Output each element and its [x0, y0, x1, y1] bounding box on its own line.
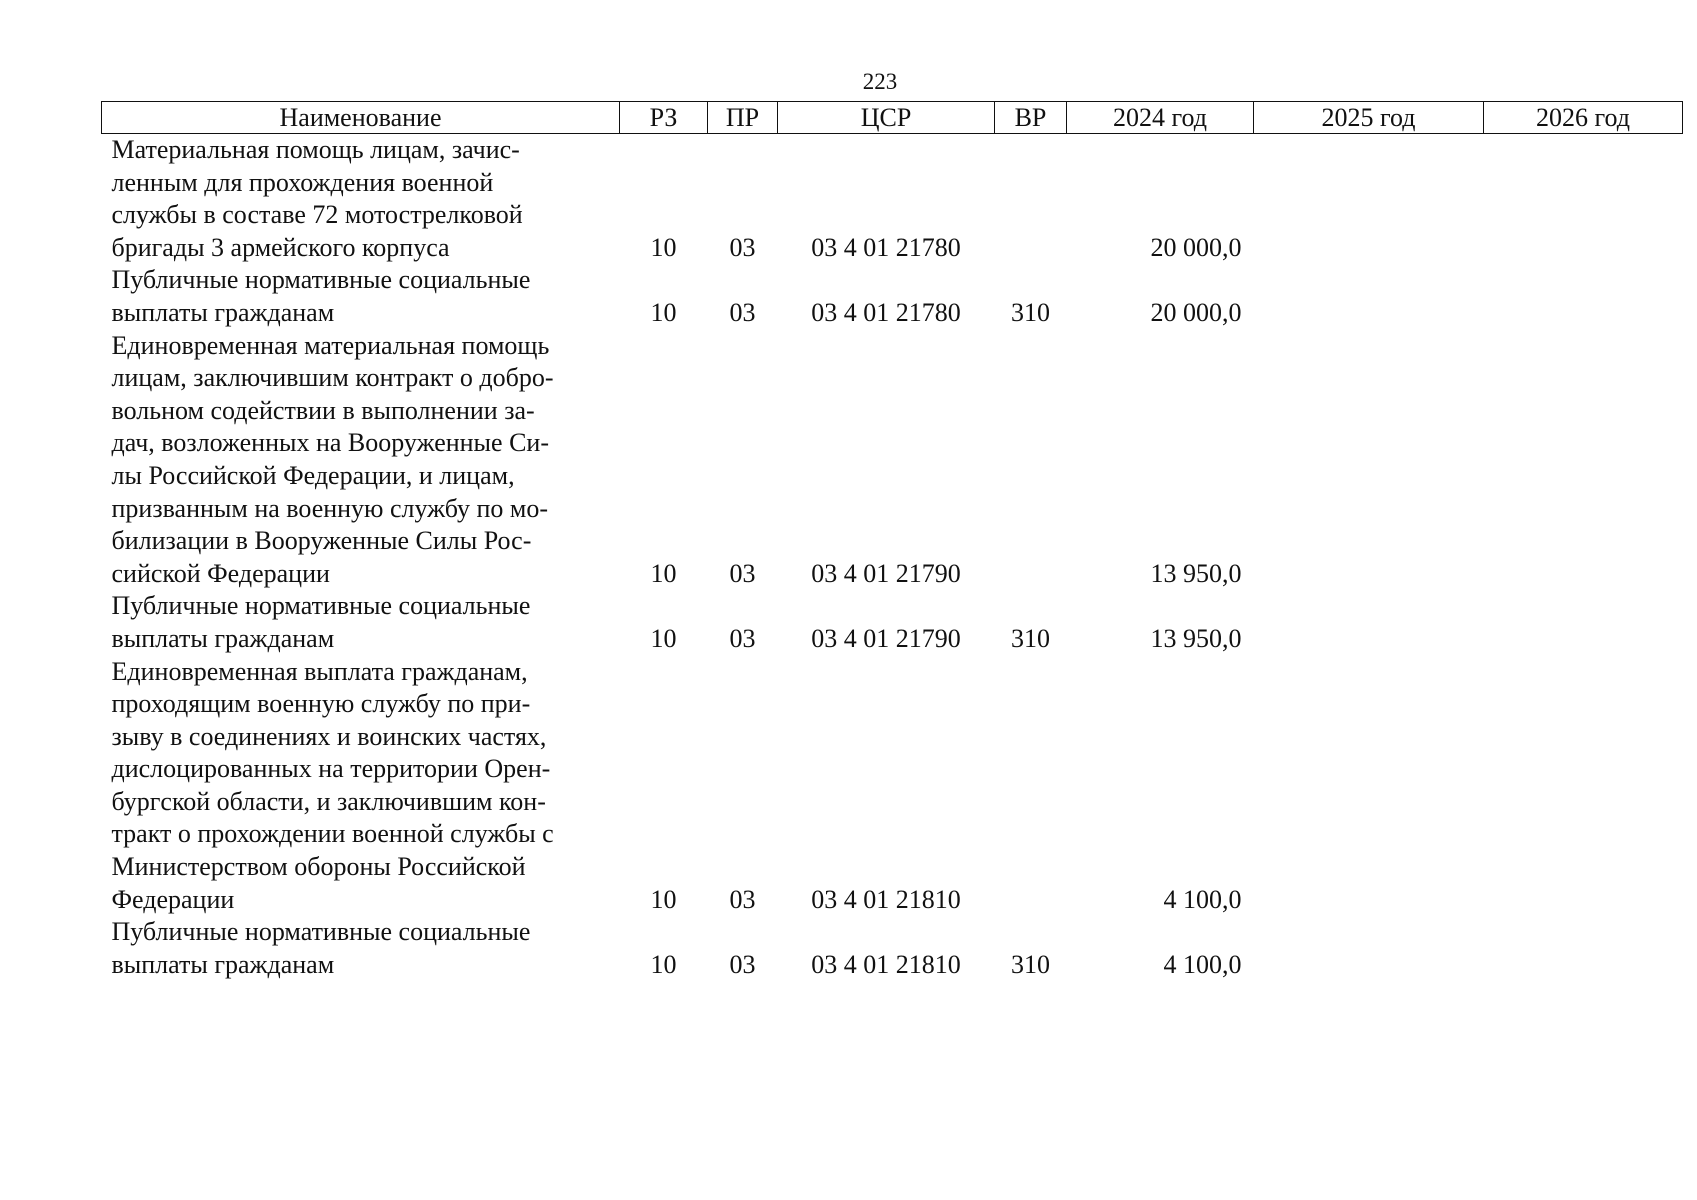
cell-vr: 310	[1011, 297, 1050, 327]
name-line: Министерством обороны Российской	[111, 852, 526, 882]
cell-pr: 03	[729, 558, 756, 588]
table-row	[102, 590, 1683, 655]
header-2024: 2024 год	[1067, 102, 1254, 134]
header-pr: ПР	[708, 102, 778, 134]
name-line: зыву в соединениях и воинских частях,	[111, 721, 547, 751]
cell-name	[102, 330, 620, 591]
table-row	[102, 264, 1683, 329]
name-line: дислоцированных на территории Орен-	[111, 754, 551, 784]
cell-vr	[995, 134, 1067, 265]
header-csr: ЦСР	[778, 102, 995, 134]
cell-csr: 03 4 01 21810	[811, 949, 961, 979]
cell-name	[102, 916, 620, 981]
cell-2025	[1254, 590, 1484, 655]
table-body	[102, 134, 1683, 982]
name-line: сийской Федерации	[111, 558, 330, 588]
cell-pr: 03	[729, 949, 756, 979]
name-line: службы в составе 72 мотострелковой	[111, 200, 523, 230]
name-line: лы Российской Федерации, и лицам,	[111, 460, 515, 490]
table-row	[102, 330, 1683, 591]
header-2026: 2026 год	[1484, 102, 1683, 134]
cell-2024: 4 100,0	[1163, 949, 1242, 979]
cell-2026	[1484, 264, 1683, 329]
table-header	[102, 102, 1683, 134]
cell-rz: 10	[650, 949, 677, 979]
cell-pr: 03	[729, 297, 756, 327]
cell-2024: 20 000,0	[1150, 232, 1242, 262]
name-line: Публичные нормативные социальные	[111, 265, 531, 295]
name-line: лицам, заключившим контракт о добро-	[111, 363, 554, 393]
page-number: 223	[862, 69, 898, 94]
cell-name	[102, 264, 620, 329]
table-row	[102, 134, 1683, 265]
cell-csr: 03 4 01 21810	[811, 884, 961, 914]
header-vr: ВР	[995, 102, 1067, 134]
cell-rz: 10	[650, 232, 677, 262]
cell-2024: 13 950,0	[1150, 623, 1242, 653]
cell-csr: 03 4 01 21780	[811, 297, 961, 327]
name-line: Публичные нормативные социальные	[111, 917, 531, 947]
cell-2024: 20 000,0	[1150, 297, 1242, 327]
cell-2024: 13 950,0	[1150, 558, 1242, 588]
header-2025: 2025 год	[1254, 102, 1484, 134]
name-line: бригады 3 армейского корпуса	[111, 232, 450, 262]
name-line: тракт о прохождении военной службы с	[111, 819, 554, 849]
cell-2025	[1254, 916, 1484, 981]
name-line: выплаты гражданам	[111, 297, 335, 327]
cell-rz: 10	[650, 623, 677, 653]
cell-csr: 03 4 01 21790	[811, 558, 961, 588]
cell-vr: 310	[1011, 623, 1050, 653]
name-line: Единовременная материальная помощь	[111, 330, 550, 360]
cell-vr	[995, 656, 1067, 917]
cell-pr: 03	[729, 884, 756, 914]
header-name: Наименование	[102, 102, 620, 134]
name-line: выплаты гражданам	[111, 623, 335, 653]
header-row	[102, 102, 1683, 134]
cell-2026	[1484, 134, 1683, 265]
cell-2026	[1484, 916, 1683, 981]
name-line: Единовременная выплата гражданам,	[111, 656, 528, 686]
cell-csr: 03 4 01 21790	[811, 623, 961, 653]
cell-name	[102, 590, 620, 655]
cell-2025	[1254, 264, 1484, 329]
cell-rz: 10	[650, 884, 677, 914]
table-row	[102, 916, 1683, 981]
cell-pr: 03	[729, 232, 756, 262]
cell-2025	[1254, 330, 1484, 591]
name-line: дач, возложенных на Вооруженные Си-	[111, 428, 549, 458]
name-line: проходящим военную службу по при-	[111, 689, 531, 719]
cell-2025	[1254, 656, 1484, 917]
cell-vr: 310	[1011, 949, 1050, 979]
cell-2026	[1484, 656, 1683, 917]
cell-2026	[1484, 590, 1683, 655]
budget-table	[101, 101, 1683, 981]
name-line: билизации в Вооруженные Силы Рос-	[111, 526, 532, 556]
name-line: ленным для прохождения военной	[111, 167, 494, 197]
cell-name	[102, 134, 620, 265]
cell-pr: 03	[729, 623, 756, 653]
name-line: выплаты гражданам	[111, 949, 335, 979]
name-line: вольном содействии в выполнении за-	[111, 395, 535, 425]
cell-2026	[1484, 330, 1683, 591]
cell-rz: 10	[650, 558, 677, 588]
name-line: Материальная помощь лицам, зачис-	[111, 135, 520, 164]
table-row	[102, 656, 1683, 917]
cell-vr	[995, 330, 1067, 591]
name-line: призванным на военную службу по мо-	[111, 493, 549, 523]
name-line: бургской области, и заключившим кон-	[111, 786, 546, 816]
header-rz: РЗ	[620, 102, 708, 134]
cell-rz: 10	[650, 297, 677, 327]
name-line: Федерации	[111, 884, 235, 914]
cell-2024: 4 100,0	[1163, 884, 1242, 914]
cell-name	[102, 656, 620, 917]
cell-csr: 03 4 01 21780	[811, 232, 961, 262]
name-line: Публичные нормативные социальные	[111, 591, 531, 621]
cell-2025	[1254, 134, 1484, 265]
